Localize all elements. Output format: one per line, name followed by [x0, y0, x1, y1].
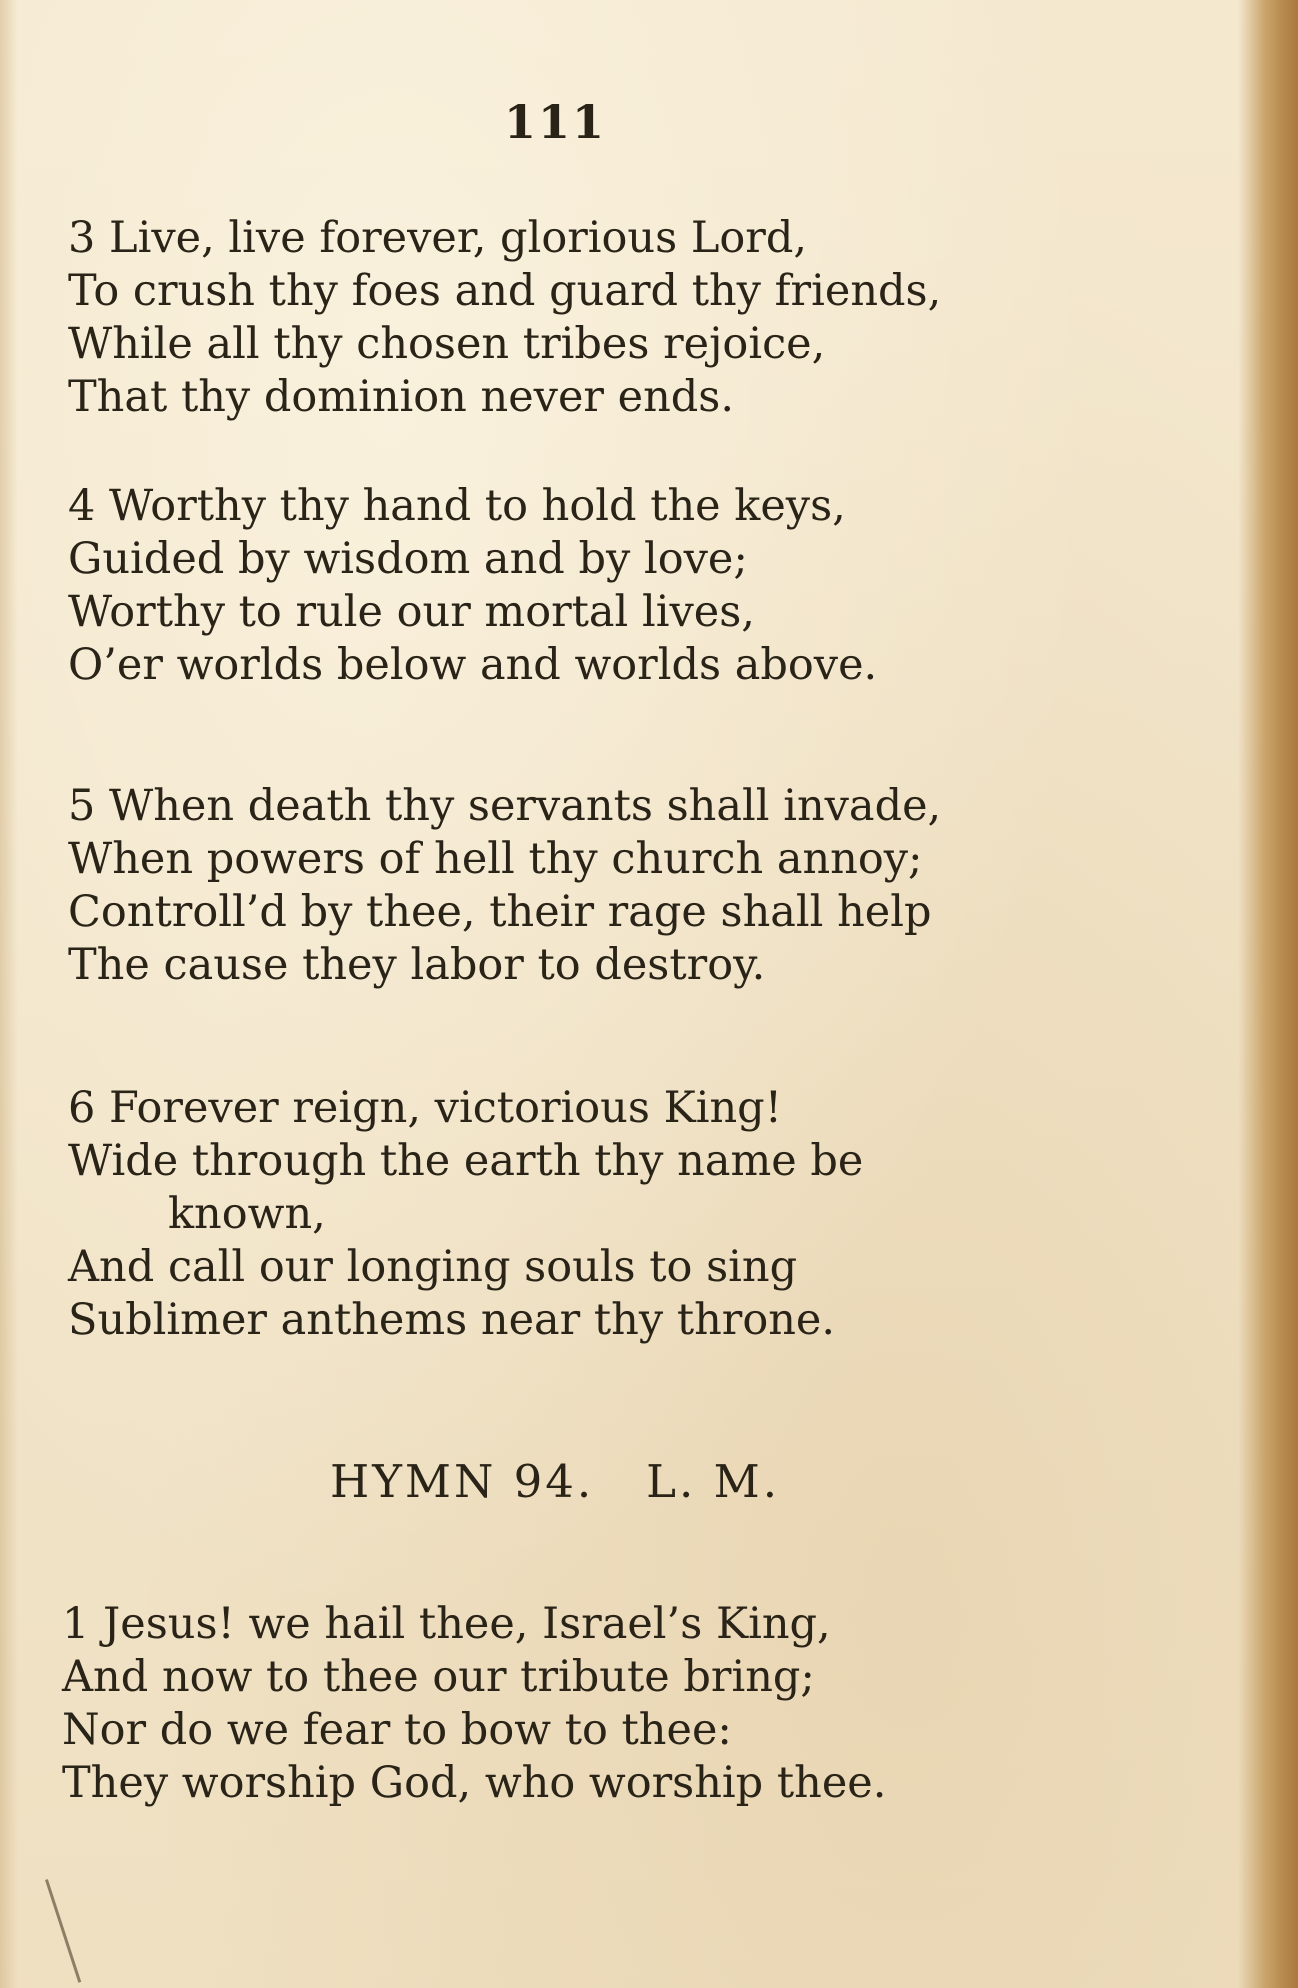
verse-line: And call our longing souls to sing	[68, 1242, 798, 1292]
verse-line: 1 Jesus! we hail thee, Israel’s King,	[62, 1599, 831, 1649]
page-left-edge	[0, 0, 18, 1988]
verse-line: That thy dominion never ends.	[68, 372, 735, 422]
verse-line: Worthy to rule our mortal lives,	[68, 587, 755, 637]
verse-3	[68, 212, 1068, 424]
verse-line: O’er worlds below and worlds above.	[68, 640, 878, 690]
verse-line: Guided by wisdom and by love;	[68, 534, 748, 584]
verse-line: When powers of hell thy church annoy;	[68, 834, 923, 884]
verse-line: Wide through the earth thy name be	[68, 1136, 864, 1186]
verse-6	[68, 1082, 1068, 1347]
hymn-heading-text: HYMN 94. L. M.	[329, 1455, 781, 1508]
verse-line: Controll’d by thee, their rage shall help	[68, 887, 932, 937]
hymn-verses	[68, 212, 1068, 1347]
verse-line: To crush thy foes and guard thy friends,	[68, 266, 942, 316]
verse-line: Sublimer anthems near thy throne.	[68, 1295, 836, 1345]
page-crease	[45, 1879, 81, 1983]
page-number: 111	[503, 95, 607, 149]
verse-line: They worship God, who worship thee.	[62, 1758, 887, 1808]
verse-4	[68, 480, 1068, 692]
hymn-94-verse-1	[62, 1598, 1062, 1810]
verse-5	[68, 780, 1068, 992]
hymn-heading	[0, 1455, 1110, 1508]
verse-line: 5 When death thy servants shall invade,	[68, 781, 942, 831]
verse-line: Nor do we fear to bow to thee:	[62, 1705, 732, 1755]
verse-line: The cause they labor to destroy.	[68, 940, 766, 990]
verse-line: While all thy chosen tribes rejoice,	[68, 319, 826, 369]
verse-line: 4 Worthy thy hand to hold the keys,	[68, 481, 846, 531]
verse-line: 6 Forever reign, victorious King!	[68, 1083, 782, 1133]
verse-line: 3 Live, live forever, glorious Lord,	[68, 213, 808, 263]
page-right-edge	[1238, 0, 1298, 1988]
verse-line: known,	[168, 1189, 326, 1239]
verse-line: And now to thee our tribute bring;	[62, 1652, 815, 1702]
